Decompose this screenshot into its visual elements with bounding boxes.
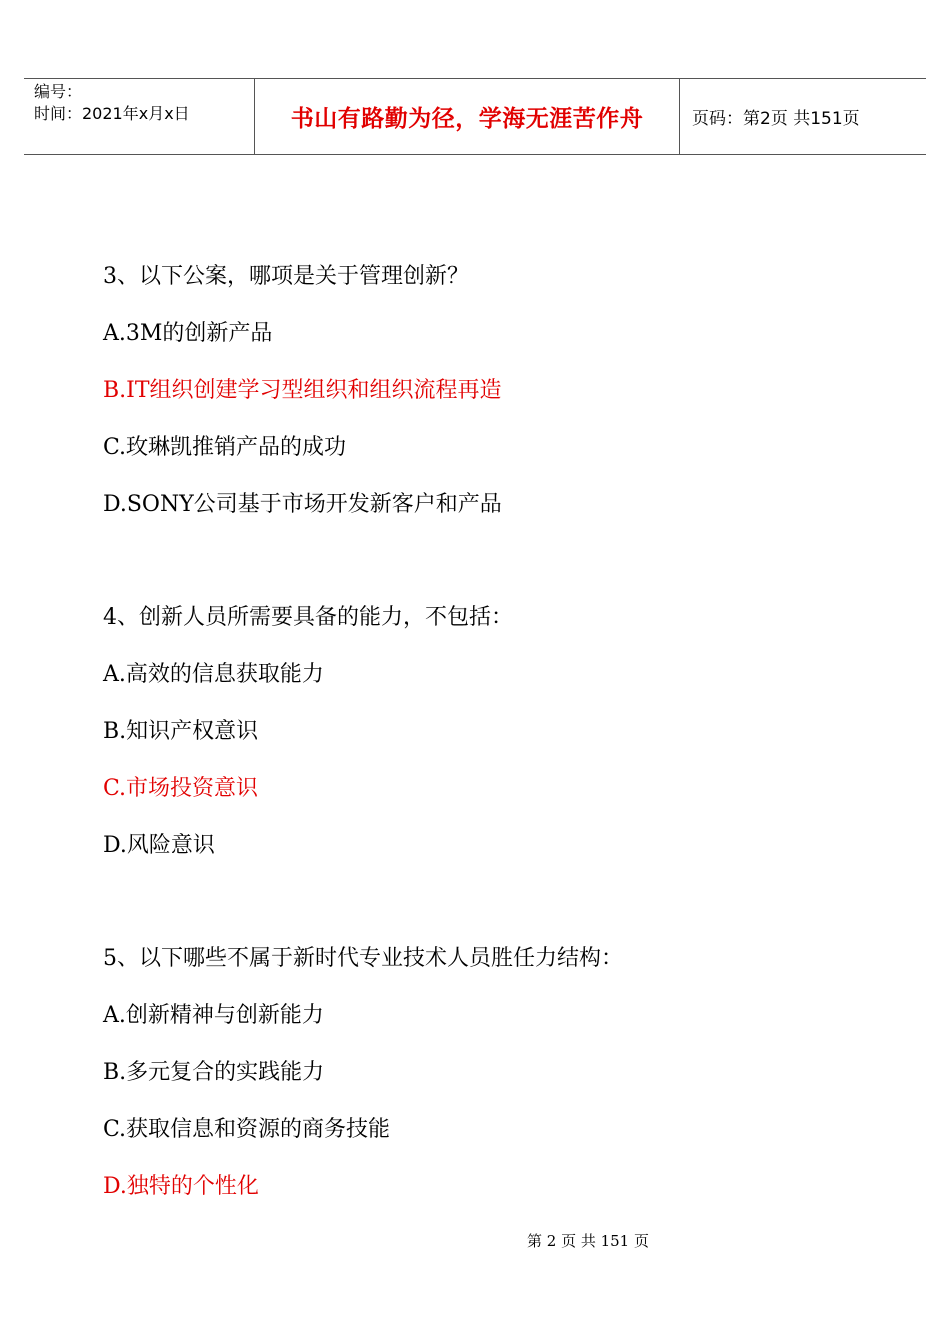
- option-b: B.多元复合的实践能力: [103, 1060, 325, 1085]
- page-info: 页码：第2页 共151页: [692, 109, 860, 129]
- question-3: [103, 248, 883, 533]
- option-a: A.高效的信息获取能力: [103, 662, 324, 687]
- spacer: [103, 874, 883, 930]
- header-page-info-cell: [680, 79, 926, 154]
- document-date: 时间：2021年x月x日: [34, 104, 190, 123]
- option-b: B.知识产权意识: [103, 719, 259, 744]
- question-5: [103, 930, 883, 1215]
- option-c: C.玫琳凯推销产品的成功: [103, 435, 347, 460]
- question-text: 3、以下公案，哪项是关于管理创新？: [103, 264, 469, 289]
- option-a: A.3M的创新产品: [103, 321, 273, 346]
- option-c: C.获取信息和资源的商务技能: [103, 1117, 391, 1142]
- option-c-correct: C.市场投资意识: [103, 776, 259, 801]
- page-footer: [0, 1230, 950, 1251]
- footer-page-number: 第 2 页 共 151 页: [526, 1232, 649, 1250]
- option-d: D.SONY公司基于市场开发新客户和产品: [103, 492, 502, 517]
- spacer: [103, 533, 883, 589]
- question-text: 4、创新人员所需要具备的能力，不包括：: [103, 605, 513, 630]
- header-meta: [24, 79, 254, 154]
- motto: 书山有路勤为径，学海无涯苦作舟: [290, 106, 644, 132]
- question-text: 5、以下哪些不属于新时代专业技术人员胜任力结构：: [103, 946, 623, 971]
- option-d-correct: D.独特的个性化: [103, 1174, 259, 1199]
- option-a: A.创新精神与创新能力: [103, 1003, 324, 1028]
- document-number: 编号：: [34, 82, 83, 101]
- question-4: [103, 589, 883, 874]
- option-b-correct: B.IT组织创建学习型组织和组织流程再造: [103, 378, 502, 403]
- option-d: D.风险意识: [103, 833, 215, 858]
- page-header: [24, 78, 926, 155]
- question-list: [103, 248, 883, 1215]
- header-motto-cell: [254, 79, 680, 154]
